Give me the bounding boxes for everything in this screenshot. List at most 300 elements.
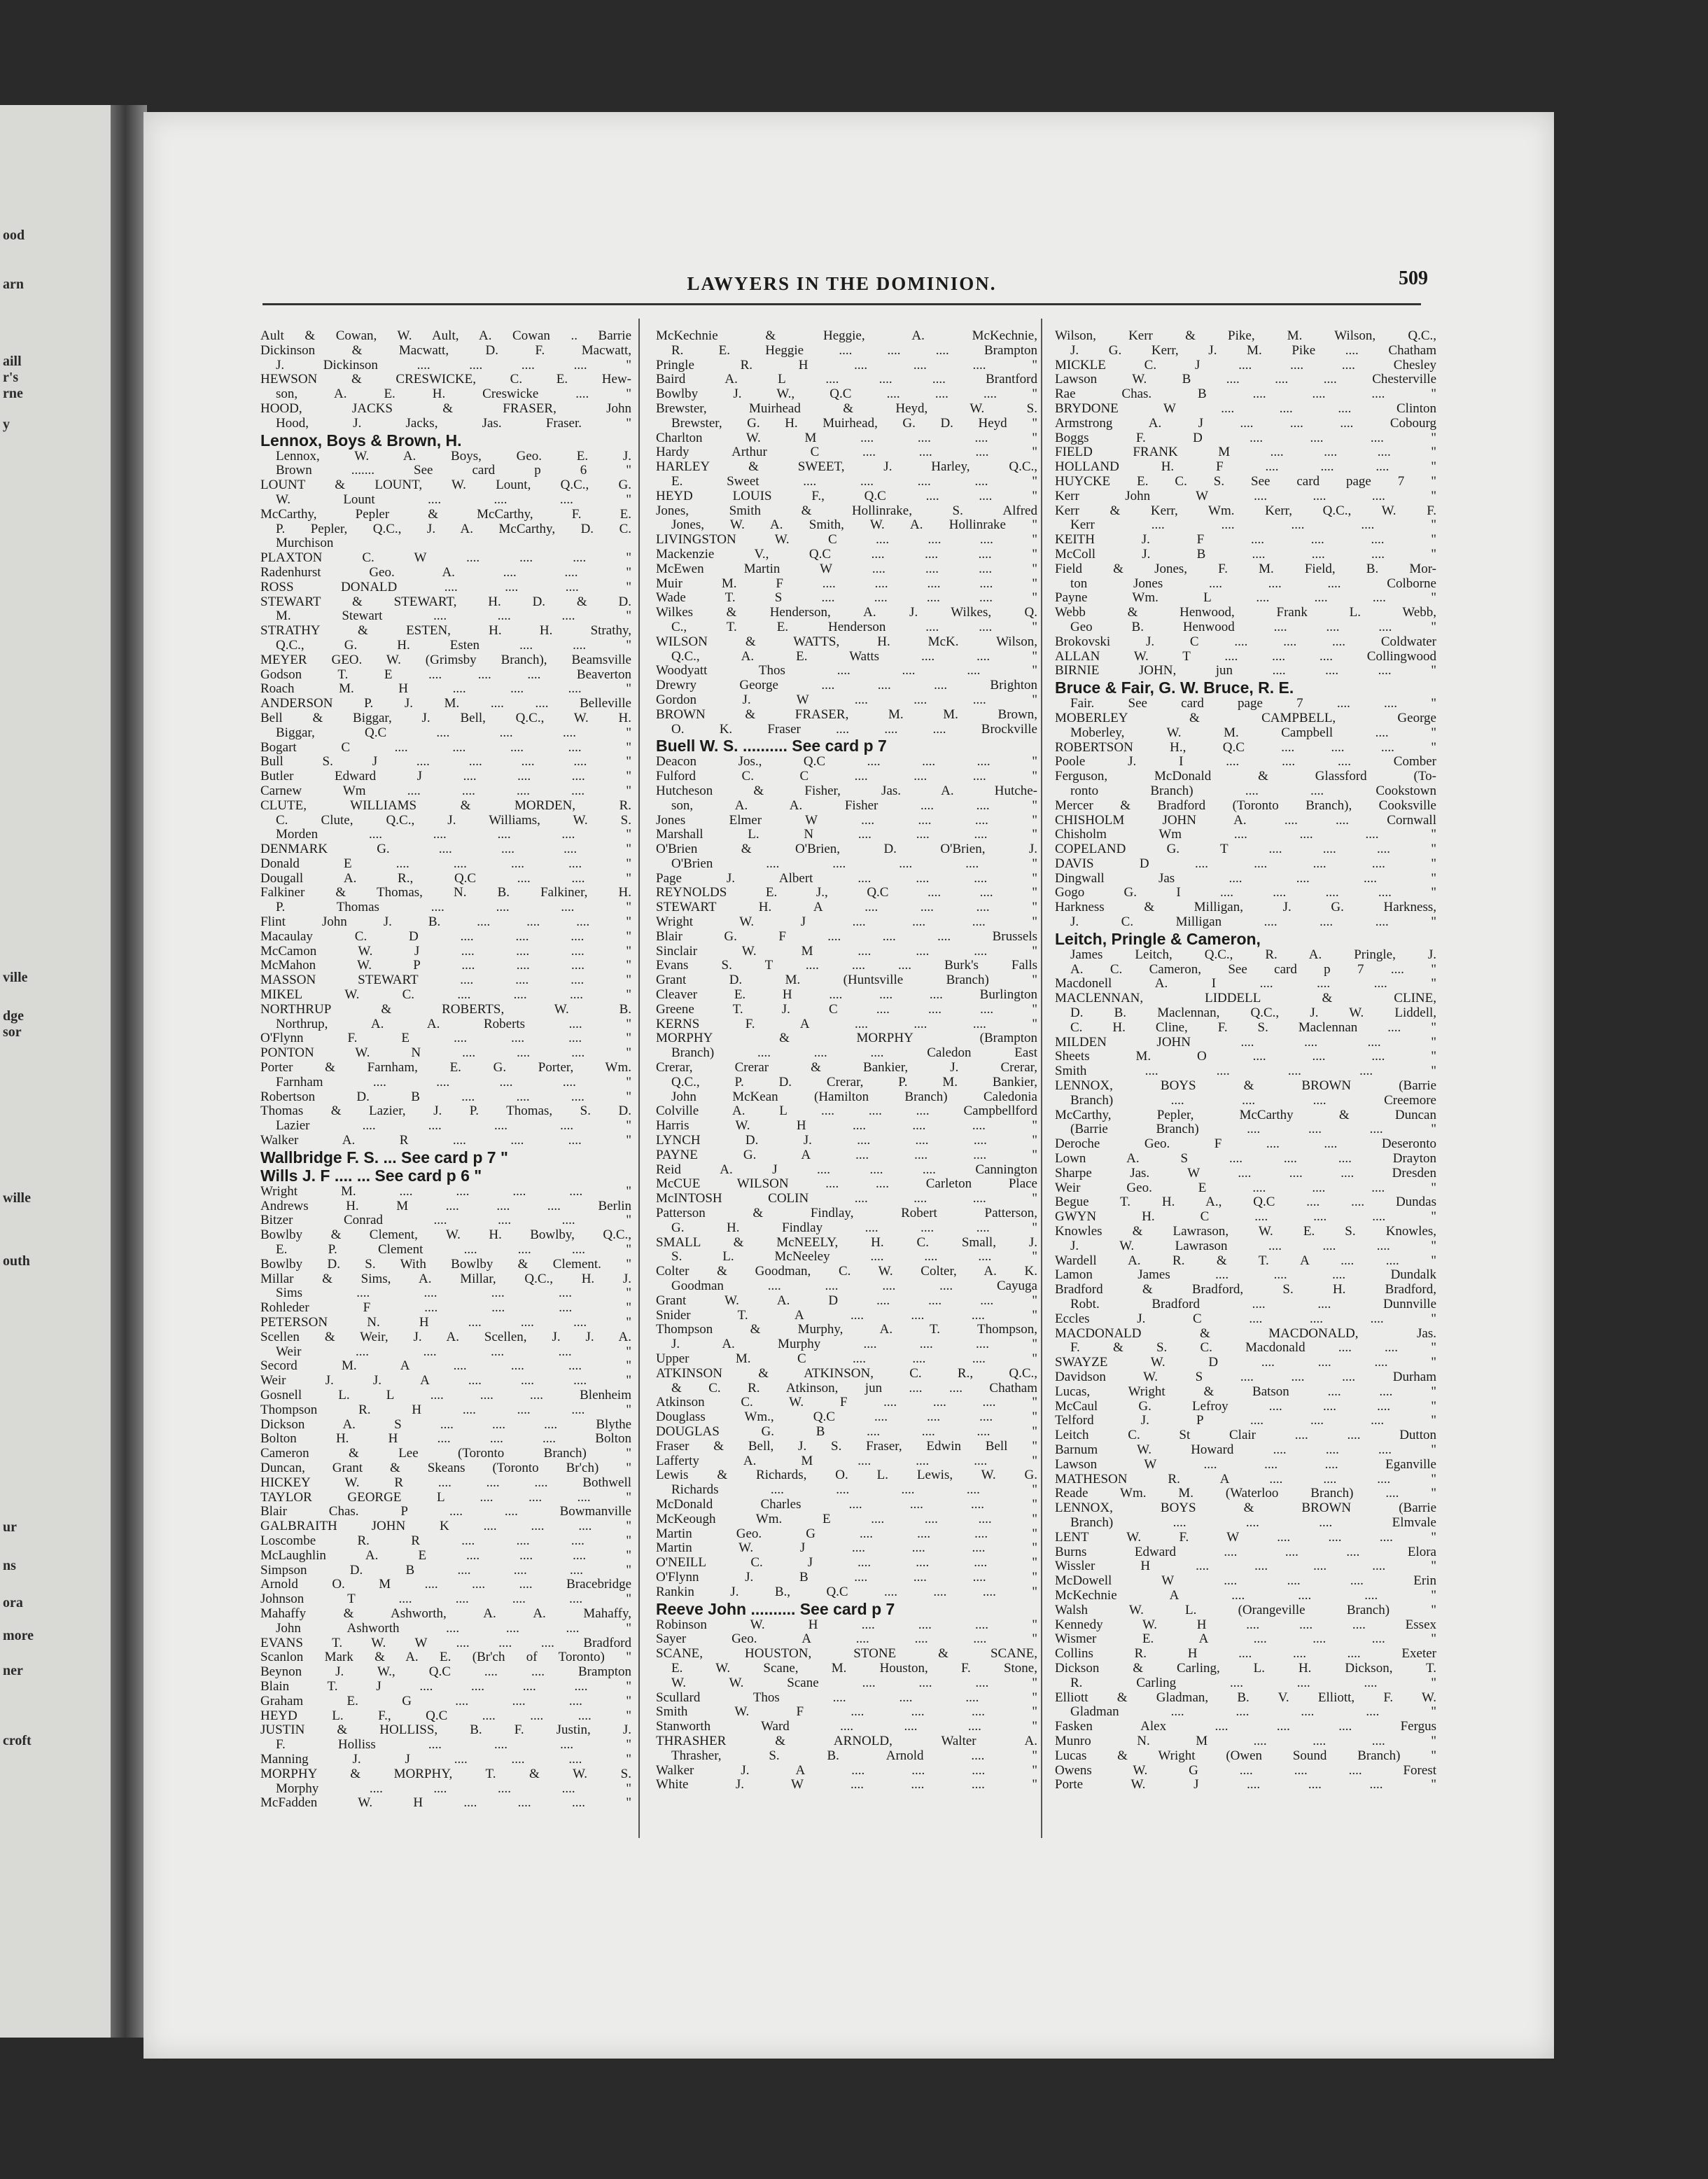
directory-entry: Hutcheson & Fisher, Jas. A. Hutche- <box>656 784 1037 798</box>
directory-entry: Walker A. R .... .... .... " <box>260 1134 631 1148</box>
directory-entry: E. Sweet .... .... .... .... " <box>671 474 1037 489</box>
directory-entry: Simpson D. B .... .... .... " <box>260 1563 631 1578</box>
directory-entry: C. Clute, Q.C., J. Williams, W. S. <box>276 813 631 828</box>
directory-entry: Ault & Cowan, W. Ault, A. Cowan .. Barrie <box>260 329 631 343</box>
directory-entry: MATHESON R. A .... .... .... " <box>1055 1472 1436 1487</box>
directory-entry: BRYDONE W .... .... .... Clinton <box>1055 401 1436 416</box>
directory-entry: D. B. Maclennan, Q.C., J. W. Liddell, <box>1070 1006 1436 1021</box>
directory-entry: Weir Geo. E .... .... .... " <box>1055 1181 1436 1195</box>
directory-entry: GWYN H. C .... .... .... " <box>1055 1210 1436 1225</box>
directory-entry: Branch) .... .... .... Caledon East <box>671 1046 1037 1061</box>
directory-entry: O'Flynn F. E .... .... .... " <box>260 1031 631 1046</box>
directory-entry: McCarthy, Pepler & McCarthy, F. E. <box>260 507 631 522</box>
directory-entry: Sims .... .... .... .... " <box>276 1286 631 1301</box>
directory-entry: Evans S. T .... .... .... Burk's Falls <box>656 959 1037 973</box>
directory-entry: Bradford & Bradford, S. H. Bradford, <box>1055 1283 1436 1297</box>
directory-entry: PLAXTON C. W .... .... .... " <box>260 551 631 566</box>
directory-entry: SMALL & McNEELY, H. C. Small, J. <box>656 1235 1037 1250</box>
directory-entry: JUSTIN & HOLLISS, B. F. Justin, J. <box>260 1723 631 1738</box>
directory-entry: Beynon J. W., Q.C .... .... Brampton <box>260 1665 631 1680</box>
directory-entry: Wade T. S .... .... .... .... " <box>656 591 1037 606</box>
directory-entry: FIELD FRANK M .... .... .... " <box>1055 445 1436 460</box>
directory-entry: C., T. E. Henderson .... .... " <box>671 620 1037 634</box>
directory-entry: Thrasher, S. B. Arnold .... " <box>671 1748 1037 1763</box>
directory-entry: Lafferty A. M .... .... .... " <box>656 1454 1037 1468</box>
facing-page-text: ns <box>3 1558 16 1573</box>
directory-entry: Goodman .... .... .... .... Cayuga <box>671 1279 1037 1293</box>
facing-page-text: outh <box>3 1253 30 1269</box>
directory-entry: Branch) .... .... .... Elmvale <box>1070 1515 1436 1530</box>
directory-entry: McMahon W. P .... .... .... " <box>260 959 631 973</box>
directory-entry: Dougall A. R., Q.C .... .... " <box>260 871 631 886</box>
directory-entry: McEwen Martin W .... .... .... " <box>656 562 1037 576</box>
directory-entry: McFadden W. H .... .... .... " <box>260 1796 631 1811</box>
directory-entry: Gosnell L. L .... .... .... Blenheim <box>260 1388 631 1402</box>
facing-page-text: aill <box>3 354 22 369</box>
directory-entry: Martin W. J .... .... .... " <box>656 1541 1037 1556</box>
directory-entry: HEYD L. F., Q.C .... .... .... " <box>260 1708 631 1723</box>
directory-entry: LENT W. F. W .... .... .... " <box>1055 1530 1436 1545</box>
directory-entry: KEITH J. F .... .... .... " <box>1055 533 1436 548</box>
directory-entry: J. A. Murphy .... .... .... " <box>671 1337 1037 1352</box>
directory-entry: ronto Branch) .... .... Cookstown <box>1070 784 1436 798</box>
directory-entry: TAYLOR GEORGE L .... .... .... " <box>260 1490 631 1505</box>
directory-entry: McDonald Charles .... .... .... " <box>656 1497 1037 1512</box>
directory-entry: Leitch C. St Clair .... .... Dutton <box>1055 1428 1436 1443</box>
directory-entry: A. C. Cameron, See card p 7 .... " <box>1070 962 1436 977</box>
column-divider <box>1041 319 1042 1838</box>
directory-entry: Q.C., P. D. Crerar, P. M. Bankier, <box>671 1075 1037 1090</box>
facing-page-text: ville <box>3 970 28 985</box>
directory-entry: Wright M. .... .... .... .... " <box>260 1184 631 1199</box>
directory-entry: Blair G. F .... .... .... Brussels <box>656 929 1037 944</box>
directory-entry: Page J. Albert .... .... .... " <box>656 871 1037 886</box>
directory-entry: E. W. Scane, M. Houston, F. Stone, <box>671 1661 1037 1676</box>
directory-entry: Dickson & Carling, L. H. Dickson, T. <box>1055 1661 1436 1676</box>
directory-entry: Mahaffy & Ashworth, A. A. Mahaffy, <box>260 1606 631 1621</box>
directory-entry: LENNOX, BOYS & BROWN (Barrie <box>1055 1501 1436 1516</box>
directory-entry: CHISHOLM JOHN A. .... .... Cornwall <box>1055 813 1436 828</box>
directory-entry: Q.C., A. E. Watts .... .... " <box>671 649 1037 664</box>
header-rule <box>262 303 1421 305</box>
directory-entry: Graham E. G .... .... .... " <box>260 1694 631 1708</box>
directory-entry: Morden .... .... .... .... " <box>276 828 631 842</box>
directory-entry: Bruce & Fair, G. W. Bruce, R. E. <box>1055 678 1294 697</box>
directory-entry: Rankin J. B., Q.C .... .... .... " <box>656 1585 1037 1599</box>
directory-entry: COPELAND G. T .... .... .... " <box>1055 842 1436 857</box>
directory-entry: Wills J. F .... ... See card p 6 " <box>260 1166 482 1185</box>
directory-entry: Sharpe Jas. W .... .... .... Dresden <box>1055 1166 1436 1181</box>
directory-entry: W. W. Scane .... .... .... " <box>671 1676 1037 1690</box>
directory-entry: Richards .... .... .... .... " <box>671 1483 1037 1498</box>
directory-entry: John McKean (Hamilton Branch) Caledonia <box>671 1090 1037 1104</box>
directory-entry: Field & Jones, F. M. Field, B. Mor- <box>1055 562 1436 576</box>
directory-entry: McDowell W .... .... .... Erin <box>1055 1574 1436 1589</box>
facing-page-text: r's <box>3 370 19 385</box>
directory-entry: Collins R. H .... .... .... Exeter <box>1055 1647 1436 1662</box>
page-header <box>262 267 1428 301</box>
directory-entry: Buell W. S. .......... See card p 7 <box>656 737 887 756</box>
directory-entry: Martin Geo. G .... .... .... " <box>656 1526 1037 1541</box>
directory-entry: Reeve John .......... See card p 7 <box>656 1599 895 1618</box>
directory-entry: Sinclair W. M .... .... .... " <box>656 944 1037 959</box>
directory-entry: MACDONALD & MACDONALD, Jas. <box>1055 1326 1436 1341</box>
directory-entry: Payne Wm. L .... .... .... " <box>1055 591 1436 606</box>
directory-entry: Farnham .... .... .... .... " <box>276 1075 631 1090</box>
directory-entry: Lawson W. B .... .... .... Chesterville <box>1055 373 1436 387</box>
directory-entry: Jones Elmer W .... .... .... " <box>656 813 1037 828</box>
directory-entry: J. C. Milligan .... .... .... " <box>1070 915 1436 930</box>
directory-entry: HOLLAND H. F .... .... .... " <box>1055 460 1436 475</box>
directory-entry: PETERSON N. H .... .... .... " <box>260 1316 631 1330</box>
directory-entry: Muir M. F .... .... .... .... " <box>656 576 1037 591</box>
directory-entry: McColl J. B .... .... .... " <box>1055 547 1436 562</box>
directory-entry: Jones, W. A. Smith, W. A. Hollinrake " <box>671 518 1037 533</box>
directory-entry: SCANE, HOUSTON, STONE & SCANE, <box>656 1647 1037 1662</box>
directory-entry: McKechnie & Heggie, A. McKechnie, <box>656 329 1037 343</box>
directory-entry: Harris W. H .... .... .... " <box>656 1119 1037 1134</box>
directory-entry: STEWART & STEWART, H. D. & D. <box>260 594 631 609</box>
directory-entry: Atkinson C. W. F .... .... .... " <box>656 1395 1037 1410</box>
directory-entry: C. H. Cline, F. S. Maclennan .... " <box>1070 1020 1436 1035</box>
directory-entry: EVANS T. W. W .... .... .... Bradford <box>260 1636 631 1650</box>
directory-entry: Wismer E. A .... .... .... " <box>1055 1632 1436 1647</box>
directory-entry: Bull S. J .... .... .... .... " <box>260 755 631 770</box>
directory-entry: F. & S. C. Macdonald .... .... " <box>1070 1341 1436 1356</box>
directory-entry: Kerr John W .... .... .... " <box>1055 489 1436 503</box>
directory-entry: Weir J. J. A .... .... .... " <box>260 1374 631 1388</box>
directory-entry: MEYER GEO. W. (Grimsby Branch), Beamsville <box>260 653 631 667</box>
directory-entry: ALLAN W. T .... .... .... Collingwood <box>1055 649 1436 664</box>
directory-entry: Kennedy W. H .... .... .... Essex <box>1055 1617 1436 1632</box>
column-3 <box>1055 329 1436 1792</box>
directory-entry: MICKLE C. J .... .... .... Chesley <box>1055 358 1436 373</box>
facing-page-text: dge <box>3 1008 24 1024</box>
directory-entry: Leitch, Pringle & Cameron, <box>1055 929 1261 948</box>
directory-entry: Lennox, Boys & Brown, H. <box>260 431 462 450</box>
directory-entry: O'Brien .... .... .... .... " <box>671 856 1037 871</box>
directory-entry: ATKINSON & ATKINSON, C. R., Q.C., <box>656 1366 1037 1381</box>
directory-entry: Jones, Smith & Hollinrake, S. Alfred <box>656 503 1037 518</box>
directory-entry: McKechnie A .... .... .... " <box>1055 1588 1436 1603</box>
running-title: LAWYERS IN THE DOMINION. <box>687 273 997 294</box>
directory-entry: Begue T. H. A., Q.C .... .... Dundas <box>1055 1195 1436 1210</box>
directory-entry: Colter & Goodman, C. W. Colter, A. K. <box>656 1265 1037 1279</box>
directory-entry: Thompson & Murphy, A. T. Thompson, <box>656 1323 1037 1337</box>
directory-entry: HOOD, JACKS & FRASER, John <box>260 401 631 416</box>
directory-entry: Smith .... .... .... .... " <box>1055 1064 1436 1079</box>
directory-entry: Morphy .... .... .... .... " <box>276 1781 631 1796</box>
directory-entry: Armstrong A. J .... .... .... Cobourg <box>1055 416 1436 431</box>
directory-entry: & C. R. Atkinson, jun .... .... Chatham <box>671 1381 1037 1395</box>
directory-entry: LOUNT & LOUNT, W. Lount, Q.C., G. <box>260 478 631 493</box>
directory-entry: Stanworth Ward .... .... .... " <box>656 1720 1037 1734</box>
facing-page-text: y <box>3 417 10 432</box>
directory-entry: Robinson W. H .... .... .... " <box>656 1617 1037 1632</box>
directory-entry: KERNS F. A .... .... .... " <box>656 1017 1037 1031</box>
directory-entry: Reade Wm. M. (Waterloo Branch) .... " <box>1055 1487 1436 1501</box>
directory-entry: Grant D. M. (Huntsville Branch) " <box>656 973 1037 988</box>
directory-entry: Wissler H .... .... .... .... " <box>1055 1559 1436 1574</box>
directory-entry: SWAYZE W. D .... .... .... " <box>1055 1356 1436 1370</box>
directory-entry: Roach M. H .... .... .... " <box>260 682 631 697</box>
directory-entry: Greene T. J. C .... .... .... " <box>656 1002 1037 1017</box>
directory-entry: McLaughlin A. E .... .... .... " <box>260 1548 631 1563</box>
directory-entry: Snider T. A .... .... .... " <box>656 1308 1037 1323</box>
directory-entry: Scanlon Mark & A. E. (Br'ch of Toronto) " <box>260 1650 631 1665</box>
directory-entry: Upper M. C .... .... .... " <box>656 1351 1037 1366</box>
facing-page-text: arn <box>3 277 24 292</box>
directory-entry: HUYCKE E. C. S. See card page 7 " <box>1055 474 1436 489</box>
directory-entry: Grant W. A. D .... .... .... " <box>656 1293 1037 1308</box>
directory-entry: Baird A. L .... .... .... Brantford <box>656 373 1037 387</box>
directory-entry: Blain T. J .... .... .... .... " <box>260 1679 631 1694</box>
directory-entry: DENMARK G. .... .... .... " <box>260 842 631 857</box>
directory-entry: son, A. E. H. Creswicke .... " <box>276 387 631 402</box>
directory-entry: DOUGLAS G. B .... .... .... " <box>656 1424 1037 1439</box>
directory-entry: John Ashworth .... .... .... " <box>276 1621 631 1636</box>
directory-entry: McCaul G. Lefroy .... .... .... " <box>1055 1399 1436 1414</box>
directory-entry: Blair Chas. P .... .... Bowmanville <box>260 1505 631 1519</box>
directory-entry: P. Pepler, Q.C., J. A. McCarthy, D. C. <box>276 522 631 536</box>
directory-entry: Lawson W .... .... .... Eganville <box>1055 1457 1436 1472</box>
directory-entry: (Barrie Branch) .... .... .... " <box>1070 1122 1436 1137</box>
directory-entry: Rohleder F .... .... .... " <box>260 1301 631 1316</box>
directory-entry: Loscombe R. R .... .... .... " <box>260 1533 631 1548</box>
directory-entry: Smith W. F .... .... .... " <box>656 1705 1037 1720</box>
directory-entry: Secord M. A .... .... .... " <box>260 1359 631 1374</box>
directory-entry: Bitzer Conrad .... .... .... " <box>260 1213 631 1228</box>
directory-entry: MACLENNAN, LIDDELL & CLINE, <box>1055 991 1436 1006</box>
directory-entry: Chisholm Wm .... .... .... " <box>1055 828 1436 842</box>
directory-entry: Munro N. M .... .... .... " <box>1055 1734 1436 1748</box>
directory-entry: Harkness & Milligan, J. G. Harkness, <box>1055 900 1436 915</box>
directory-entry: Geo B. Henwood .... .... .... " <box>1070 620 1436 634</box>
directory-entry: White J. W .... .... .... " <box>656 1778 1037 1792</box>
directory-entry: HARLEY & SWEET, J. Harley, Q.C., <box>656 460 1037 475</box>
book-gutter <box>111 105 147 2038</box>
directory-entry: STEWART H. A .... .... .... " <box>656 900 1037 915</box>
directory-entry: Patterson & Findlay, Robert Patterson, <box>656 1206 1037 1221</box>
directory-entry: MOBERLEY & CAMPBELL, George <box>1055 711 1436 725</box>
directory-entry: Brokovski J. C .... .... .... Coldwater <box>1055 634 1436 649</box>
directory-entry: R. Carling .... .... .... " <box>1070 1676 1436 1690</box>
column-divider <box>638 319 640 1838</box>
directory-entry: Murchison <box>276 536 334 551</box>
directory-entry: ANDERSON P. J. M. .... .... Belleville <box>260 697 631 711</box>
directory-entry: Porte W. J .... .... .... " <box>1055 1778 1436 1792</box>
directory-entry: Gogo G. I .... .... .... .... " <box>1055 886 1436 900</box>
directory-entry: Deacon Jos., Q.C .... .... .... " <box>656 755 1037 770</box>
directory-entry: Butler Edward J .... .... .... " <box>260 770 631 784</box>
directory-entry: Dickson A. S .... .... .... Blythe <box>260 1417 631 1432</box>
directory-entry: Gordon J. W .... .... .... " <box>656 692 1037 707</box>
directory-entry: MIKEL W. C. .... .... .... " <box>260 988 631 1003</box>
directory-entry: Lewis & Richards, O. L. Lewis, W. G. <box>656 1468 1037 1483</box>
directory-entry: O'NEILL C. J .... .... .... " <box>656 1556 1037 1571</box>
directory-entry: Wilson, Kerr & Pike, M. Wilson, Q.C., <box>1055 329 1436 343</box>
directory-entry: Eccles J. C .... .... .... " <box>1055 1311 1436 1326</box>
directory-entry: Bolton H. H .... .... .... Bolton <box>260 1432 631 1447</box>
directory-entry: Poole J. I .... .... .... Comber <box>1055 755 1436 770</box>
directory-entry: HICKEY W. R .... .... .... Bothwell <box>260 1475 631 1490</box>
directory-entry: Gladman .... .... .... .... " <box>1070 1705 1436 1720</box>
directory-entry: Carnew Wm .... .... .... .... " <box>260 784 631 798</box>
directory-entry: P. Thomas .... .... .... " <box>276 900 631 915</box>
directory-entry: Reid A. J .... .... .... Cannington <box>656 1162 1037 1177</box>
directory-entry: Brewster, G. H. Muirhead, G. D. Heyd " <box>671 416 1037 431</box>
directory-entry: Cameron & Lee (Toronto Branch) " <box>260 1447 631 1461</box>
directory-entry: MORPHY & MORPHY, T. & W. S. <box>260 1767 631 1781</box>
directory-entry: ROSS DONALD .... .... .... " <box>260 580 631 594</box>
directory-entry: Dingwall Jas .... .... .... " <box>1055 871 1436 886</box>
directory-entry: Macdonell A. I .... .... .... " <box>1055 977 1436 991</box>
directory-entry: Wardell A. R. & T. A .... .... " <box>1055 1253 1436 1268</box>
directory-entry: Hardy Arthur C .... .... .... " <box>656 445 1037 460</box>
directory-entry: Ferguson, McDonald & Glassford (To- <box>1055 770 1436 784</box>
directory-entry: LIVINGSTON W. C .... .... .... " <box>656 533 1037 548</box>
directory-entry: Bogart C .... .... .... .... " <box>260 740 631 755</box>
directory-entry: LENNOX, BOYS & BROWN (Barrie <box>1055 1079 1436 1094</box>
directory-entry: O'Flynn J. B .... .... .... " <box>656 1570 1037 1585</box>
directory-entry: Marshall L. N .... .... .... " <box>656 828 1037 842</box>
directory-entry: Sayer Geo. A .... .... .... " <box>656 1632 1037 1647</box>
background <box>144 2059 1554 2179</box>
directory-entry: STRATHY & ESTEN, H. H. Strathy, <box>260 624 631 639</box>
facing-page-text: ora <box>3 1595 23 1610</box>
directory-entry: Lucas & Wright (Owen Sound Branch) " <box>1055 1748 1436 1763</box>
directory-entry: Fasken Alex .... .... .... Fergus <box>1055 1720 1436 1734</box>
directory-entry: Hood, J. Jacks, Jas. Fraser. " <box>276 416 631 431</box>
directory-entry: Robt. Bradford .... .... Dunnville <box>1070 1297 1436 1311</box>
directory-entry: Bell & Biggar, J. Bell, Q.C., W. H. <box>260 711 631 725</box>
directory-entry: Colville A. L .... .... .... Campbellford <box>656 1104 1037 1119</box>
directory-entry: Andrews H. M .... .... .... Berlin <box>260 1199 631 1213</box>
column-2 <box>656 329 1037 1792</box>
directory-entry: Bowlby D. S. With Bowlby & Clement. " <box>260 1257 631 1272</box>
directory-entry: Wright W. J .... .... .... " <box>656 915 1037 930</box>
directory-entry: Telford J. P .... .... .... " <box>1055 1414 1436 1428</box>
directory-entry: Falkiner & Thomas, N. B. Falkiner, H. <box>260 886 631 900</box>
directory-entry: MORPHY & MORPHY (Brampton <box>656 1031 1037 1046</box>
directory-entry: Sheets M. O .... .... .... " <box>1055 1050 1436 1064</box>
directory-entry: McCamon W. J .... .... .... " <box>260 944 631 959</box>
directory-entry: J. Dickinson .... .... .... .... " <box>276 358 631 373</box>
directory-entry: BROWN & FRASER, M. M. Brown, <box>656 707 1037 722</box>
directory-entry: MASSON STEWART .... .... .... " <box>260 973 631 988</box>
directory-entry: O. K. Fraser .... .... .... Brockville <box>671 722 1037 737</box>
directory-entry: Lown A. S .... .... .... Drayton <box>1055 1152 1436 1167</box>
facing-page-text: ner <box>3 1663 23 1678</box>
directory-entry: Moberley, W. M. Campbell .... " <box>1070 725 1436 740</box>
directory-entry: Wallbridge F. S. ... See card p 7 " <box>260 1148 508 1167</box>
facing-page-text: rne <box>3 386 23 401</box>
directory-entry: Walsh W. L. (Orangeville Branch) " <box>1055 1603 1436 1617</box>
directory-entry: Weir .... .... .... .... " <box>276 1344 631 1359</box>
facing-page-text: sor <box>3 1024 22 1040</box>
directory-entry: Arnold O. M .... .... .... Bracebridge <box>260 1578 631 1592</box>
directory-entry: GALBRAITH JOHN K .... .... .... " <box>260 1519 631 1534</box>
directory-entry: Douglass Wm., Q.C .... .... .... " <box>656 1410 1037 1425</box>
directory-entry: McCUE WILSON .... .... Carleton Place <box>656 1177 1037 1192</box>
directory-entry: LYNCH D. J. .... .... .... " <box>656 1134 1037 1148</box>
directory-entry: Scullard Thos .... .... .... " <box>656 1690 1037 1705</box>
directory-entry: Davidson W. S .... .... .... Durham <box>1055 1370 1436 1384</box>
facing-page-text: more <box>3 1628 34 1643</box>
directory-entry: Rae Chas. B .... .... .... " <box>1055 387 1436 402</box>
directory-entry: CLUTE, WILLIAMS & MORDEN, R. <box>260 798 631 813</box>
directory-entry: Crerar, Crerar & Bankier, J. Crerar, <box>656 1061 1037 1075</box>
directory-entry: O'Brien & O'Brien, D. O'Brien, J. <box>656 842 1037 857</box>
directory-entry: Thomas & Lazier, J. P. Thomas, S. D. <box>260 1104 631 1119</box>
directory-entry: F. Holliss .... .... .... " <box>276 1738 631 1753</box>
directory-entry: Cleaver E. H .... .... .... Burlington <box>656 988 1037 1003</box>
directory-entry: PAYNE G. A .... .... .... " <box>656 1148 1037 1162</box>
directory-entry: son, A. A. Fisher .... .... " <box>671 798 1037 813</box>
directory-entry: Bowlby & Clement, W. H. Bowlby, Q.C., <box>260 1228 631 1243</box>
directory-entry: Fair. See card page 7 .... .... " <box>1070 697 1436 711</box>
directory-entry: WILSON & WATTS, H. McK. Wilson, <box>656 634 1037 649</box>
directory-entry: Lucas, Wright & Batson .... .... " <box>1055 1384 1436 1399</box>
directory-entry: Brewster, Muirhead & Heyd, W. S. <box>656 401 1037 416</box>
directory-entry: Robertson D. B .... .... .... " <box>260 1090 631 1104</box>
column-1 <box>260 329 631 1811</box>
directory-entry: Mackenzie V., Q.C .... .... .... " <box>656 547 1037 562</box>
directory-entry: HEWSON & CRESWICKE, C. E. Hew- <box>260 373 631 387</box>
directory-entry: Lazier .... .... .... .... " <box>276 1119 631 1134</box>
directory-entry: Woodyatt Thos .... .... .... " <box>656 664 1037 678</box>
directory-entry: Owens W. G .... .... .... Forest <box>1055 1763 1436 1778</box>
directory-entry: ROBERTSON H., Q.C .... .... .... " <box>1055 740 1436 755</box>
directory-entry: HEYD LOUIS F., Q.C .... .... " <box>656 489 1037 503</box>
directory-entry: E. P. Clement .... .... .... " <box>276 1243 631 1258</box>
directory-entry: Bowlby J. W., Q.C .... .... .... " <box>656 387 1037 402</box>
directory-entry: Millar & Sims, A. Millar, Q.C., H. J. <box>260 1272 631 1286</box>
directory-entry: Biggar, Q.C .... .... .... " <box>276 725 631 740</box>
directory-entry: Deroche Geo. F .... .... Deseronto <box>1055 1137 1436 1152</box>
directory-entry: Scellen & Weir, J. A. Scellen, J. J. A. <box>260 1330 631 1344</box>
directory-entry: Knowles & Lawrason, W. E. S. Knowles, <box>1055 1225 1436 1239</box>
directory-entry: S. L. McNeeley .... .... .... " <box>671 1250 1037 1265</box>
directory-entry: McINTOSH COLIN .... .... .... " <box>656 1192 1037 1206</box>
directory-entry: Webb & Henwood, Frank L. Webb, <box>1055 606 1436 620</box>
directory-entry: Burns Edward .... .... .... Elora <box>1055 1545 1436 1559</box>
directory-entry: Kerr & Kerr, Wm. Kerr, Q.C., W. F. <box>1055 503 1436 518</box>
directory-entry: J. W. Lawrason .... .... .... " <box>1070 1239 1436 1253</box>
directory-entry: Northrup, A. A. Roberts .... " <box>276 1017 631 1031</box>
directory-entry: Walker J. A .... .... .... " <box>656 1763 1037 1778</box>
facing-page-text: ur <box>3 1519 17 1535</box>
directory-entry: Macaulay C. D .... .... .... " <box>260 929 631 944</box>
directory-entry: NORTHRUP & ROBERTS, W. B. <box>260 1002 631 1017</box>
directory-entry: Godson T. E .... .... .... Beaverton <box>260 667 631 682</box>
facing-page-fragments <box>0 105 112 2038</box>
directory-entry: MILDEN JOHN .... .... .... " <box>1055 1035 1436 1050</box>
directory-entry: Branch) .... .... .... Creemore <box>1070 1093 1436 1108</box>
facing-page-text: croft <box>3 1733 31 1748</box>
directory-entry: James Leitch, Q.C., R. A. Pringle, J. <box>1070 947 1436 962</box>
directory-entry: Donald E .... .... .... .... " <box>260 856 631 871</box>
directory-entry: R. E. Heggie .... .... .... Brampton <box>671 343 1037 358</box>
directory-entry: Thompson R. H .... .... .... " <box>260 1402 631 1417</box>
directory-entry: McKeough Wm. E .... .... .... " <box>656 1512 1037 1526</box>
directory-entry: DAVIS D .... .... .... .... " <box>1055 856 1436 871</box>
directory-entry: Lamon James .... .... .... Dundalk <box>1055 1268 1436 1283</box>
directory-entry: Lennox, W. A. Boys, Geo. E. J. <box>276 449 631 464</box>
directory-entry: McCarthy, Pepler, McCarthy & Duncan <box>1055 1108 1436 1122</box>
directory-entry: REYNOLDS E. J., Q.C .... .... " <box>656 886 1037 900</box>
directory-entry: Dickinson & Macwatt, D. F. Macwatt, <box>260 343 631 358</box>
